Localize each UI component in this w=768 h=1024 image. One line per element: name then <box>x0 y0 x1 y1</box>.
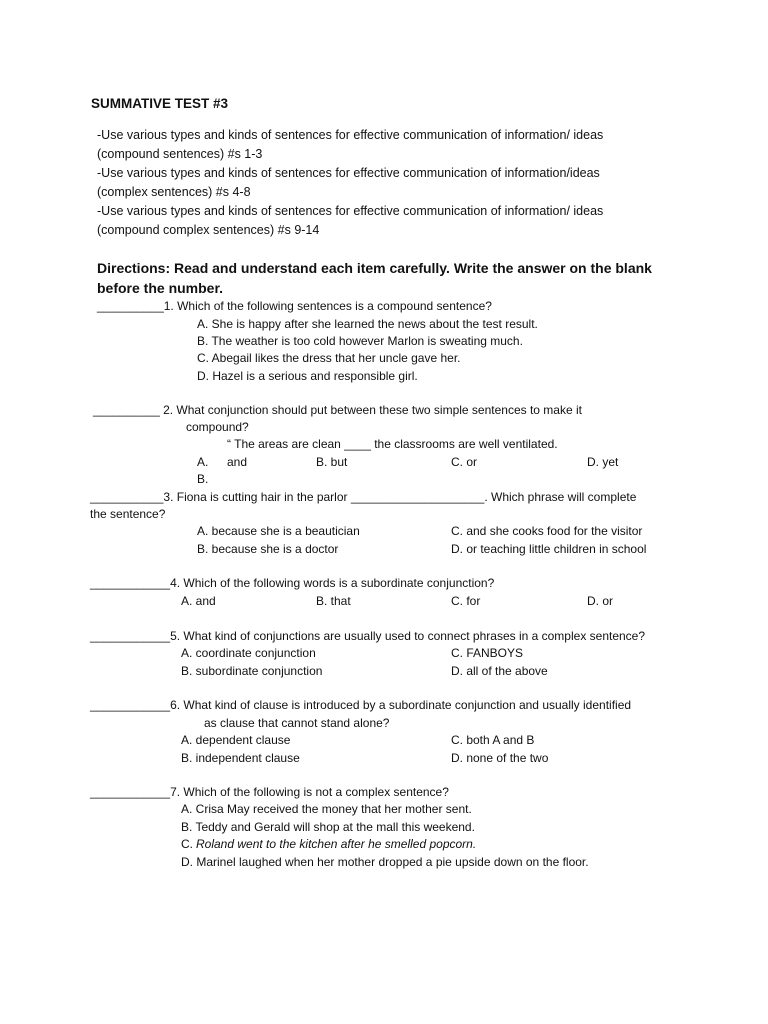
answer-choice: B. but <box>316 455 348 469</box>
answer-choice: B. that <box>316 594 351 608</box>
directions: Directions: Read and understand each item carefully. Write the answer on the blank <box>97 260 652 276</box>
answer-choice: A. Crisa May received the money that her mother sent. <box>181 802 472 816</box>
answer-choice: D. yet <box>587 455 619 469</box>
answer-choice: C. and she cooks food for the visitor <box>451 524 643 538</box>
answer-choice: D. or teaching little children in school <box>451 542 647 556</box>
answer-choice: D. all of the above <box>451 664 548 678</box>
answer-choice: B. The weather is too cold however Marlon is sweating much. <box>197 334 523 348</box>
answer-choice: C. Abegail likes the dress that her uncle gave her. <box>197 351 461 365</box>
answer-choice-letter: C. <box>181 837 193 851</box>
objective-line: -Use various types and kinds of sentences for effective communication of information/ ideas <box>97 204 604 218</box>
directions: before the number. <box>97 280 224 296</box>
answer-choice: C. for <box>451 594 481 608</box>
answer-choice: D. none of the two <box>451 751 549 765</box>
question-quote: “ The areas are clean ____ the classrooms are well ventilated. <box>227 437 558 451</box>
answer-choice: C. FANBOYS <box>451 646 524 660</box>
answer-choice: A. She is happy after she learned the news about the test result. <box>197 317 538 331</box>
question-stem: ____________6. What kind of clause is introduced by a subordinate conjunction and usually identified <box>90 698 632 712</box>
answer-choice: A. dependent clause <box>181 733 291 747</box>
objective-line: -Use various types and kinds of sentences for effective communication of information/ideas <box>97 166 600 180</box>
answer-choice: D. or <box>587 594 614 608</box>
answer-choice: A. <box>197 455 209 469</box>
answer-choice: D. Hazel is a serious and responsible girl. <box>197 369 418 383</box>
answer-choice: B. <box>197 472 209 486</box>
question-stem: compound? <box>186 420 249 434</box>
question-stem: ____________5. What kind of conjunctions are usually used to connect phrases in a complex sentence? <box>90 629 646 643</box>
answer-choice-text: Roland went to the kitchen after he smelled popcorn. <box>196 837 477 851</box>
page-title: SUMMATIVE TEST #3 <box>91 96 229 111</box>
answer-choice: B. independent clause <box>181 751 300 765</box>
question-stem: ____________7. Which of the following is not a complex sentence? <box>90 785 449 799</box>
objective-line: -Use various types and kinds of sentences for effective communication of information/ ideas <box>97 128 604 142</box>
question-stem: ____________4. Which of the following words is a subordinate conjunction? <box>90 576 495 590</box>
answer-choice: B. because she is a doctor <box>197 542 339 556</box>
objective-line: (compound sentences) #s 1-3 <box>97 147 263 161</box>
answer-choice: C. both A and B <box>451 733 535 747</box>
answer-choice: A. and <box>181 594 216 608</box>
question-stem: as clause that cannot stand alone? <box>204 716 390 730</box>
answer-choice: and <box>227 455 248 469</box>
question-stem: __________ 2. What conjunction should put between these two simple sentences to make it <box>93 403 582 417</box>
answer-choice: A. coordinate conjunction <box>181 646 316 660</box>
answer-choice: B. subordinate conjunction <box>181 664 323 678</box>
answer-choice: D. Marinel laughed when her mother dropped a pie upside down on the floor. <box>181 855 589 869</box>
answer-choice: B. Teddy and Gerald will shop at the mall this weekend. <box>181 820 475 834</box>
question-stem: ___________3. Fiona is cutting hair in the parlor ____________________. Which phrase will complete <box>90 490 637 504</box>
answer-choice: A. because she is a beautician <box>197 524 360 538</box>
question-stem: __________1. Which of the following sentences is a compound sentence? <box>97 299 492 313</box>
answer-choice: C. or <box>451 455 478 469</box>
objective-line: (compound complex sentences) #s 9-14 <box>97 223 320 237</box>
objective-line: (complex sentences) #s 4-8 <box>97 185 251 199</box>
question-stem: the sentence? <box>90 507 166 521</box>
